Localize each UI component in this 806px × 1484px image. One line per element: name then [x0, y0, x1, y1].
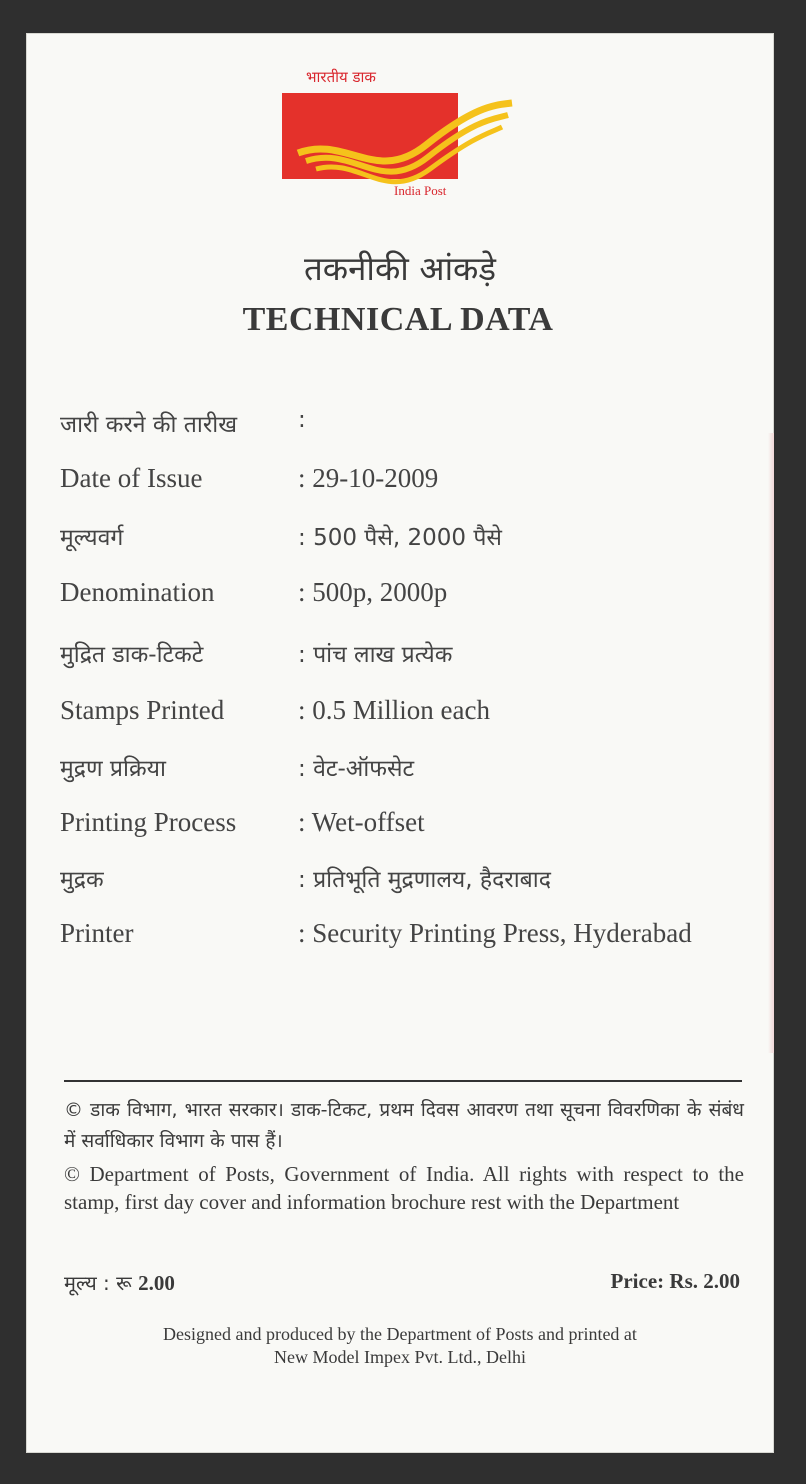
copyright-english: © Department of Posts, Government of India. All rights with respect to the stamp, first day cover and information brochure rest with the Department: [64, 1162, 744, 1214]
row-label: मुद्रक: [60, 867, 104, 893]
row-colon: :: [298, 807, 306, 837]
row-value: : प्रतिभूति मुद्रणालय, हैदराबाद: [298, 867, 551, 893]
page-edge-tint: [768, 433, 774, 1053]
row-value: : Security Printing Press, Hyderabad: [298, 918, 692, 948]
row-label: जारी करने की तारीख: [60, 412, 238, 438]
price-hindi: [64, 1269, 175, 1296]
row-colon: :: [298, 918, 306, 948]
brochure-page: [26, 33, 774, 1453]
footer-credits: [26, 1323, 774, 1369]
price-english: Price: Rs. 2.00: [610, 1269, 740, 1293]
row-value: : पांच लाख प्रत्येक: [298, 642, 453, 668]
logo-hindi-text: भारतीय डाक: [306, 68, 376, 86]
row-colon: :: [298, 756, 306, 782]
row-value: : वेट-ऑफसेट: [298, 756, 415, 782]
row-label: Denomination: [60, 577, 215, 607]
row-colon: :: [298, 407, 306, 433]
copyright-hindi: © डाक विभाग, भारत सरकार। डाक-टिकट, प्रथम दिवस आवरण तथा सूचना विवरणिका के संबंध में सर्वाधिकार विभाग के पास हैं।: [64, 1099, 744, 1152]
india-post-logo: [276, 65, 516, 205]
row-label: मुद्रण प्रक्रिया: [60, 756, 166, 782]
row-label: Printing Process: [60, 807, 237, 837]
footer-line-1: Designed and produced by the Department of Posts and printed at: [163, 1324, 637, 1344]
row-value: : Wet-offset: [298, 807, 425, 837]
row-label: मूल्यवर्ग: [60, 525, 124, 551]
title-hindi: तकनीकी आंकड़े: [303, 249, 497, 288]
row-colon: :: [298, 867, 306, 893]
row-colon: :: [298, 463, 306, 493]
price-hindi-value: 2.00: [138, 1271, 175, 1295]
row-value: : 500p, 2000p: [298, 577, 448, 607]
footer-line-2: New Model Impex Pvt. Ltd., Delhi: [274, 1347, 526, 1367]
row-value: : 29-10-2009: [298, 463, 439, 493]
row-label: Stamps Printed: [60, 695, 225, 725]
row-colon: :: [298, 577, 306, 607]
logo-english-text: India Post: [394, 183, 447, 198]
row-value: [298, 407, 306, 433]
row-colon: :: [298, 642, 306, 668]
row-value: : 500 पैसे, 2000 पैसे: [298, 525, 502, 551]
row-colon: :: [298, 525, 306, 551]
title-english: TECHNICAL DATA: [242, 301, 554, 338]
divider-rule: [64, 1080, 742, 1082]
row-label: Printer: [60, 918, 134, 948]
row-colon: :: [298, 695, 306, 725]
price-hindi-label: मूल्य : रू: [64, 1271, 132, 1295]
row-value: : 0.5 Million each: [298, 695, 490, 725]
row-label: मुद्रित डाक-टिकटे: [60, 642, 204, 668]
row-label: Date of Issue: [60, 463, 203, 493]
